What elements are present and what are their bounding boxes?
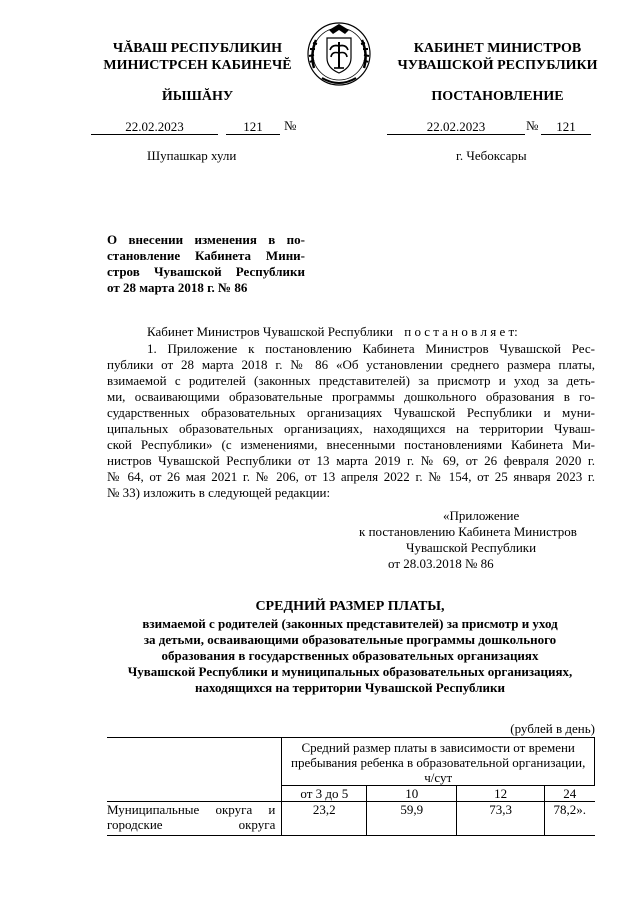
header-right-title: ПОСТАНОВЛЕНИЕ <box>431 89 564 104</box>
appendix-ref-line: от 28.03.2018 № 86 <box>388 556 494 571</box>
table-col-header: 12 <box>457 786 545 802</box>
appendix-reference <box>330 508 594 572</box>
appendix-title-sub <box>90 616 610 696</box>
subject-block <box>107 232 305 296</box>
subject-line: О внесении изменения в по- <box>107 232 305 247</box>
table-row <box>107 802 595 836</box>
subject-line: от 28 марта 2018 г. № 86 <box>107 280 248 295</box>
main-paragraph <box>107 341 595 501</box>
appendix-title-line: взимаемой с родителей (законных представителей) за присмотр и уход <box>142 616 558 631</box>
left-date: 22.02.2023 <box>91 119 218 135</box>
header-right-line2: ЧУВАШСКОЙ РЕСПУБЛИКИ <box>397 58 598 73</box>
appendix-title-line: находящихся на территории Чувашской Республики <box>195 680 505 695</box>
paragraph-line: ми, осваивающими образовательные программы дошкольного образования в го- <box>107 389 595 404</box>
payment-table <box>107 737 595 836</box>
right-number-sign: № <box>526 118 539 133</box>
table-col-header: 24 <box>545 786 595 802</box>
left-city: Шупашкар хули <box>147 148 237 163</box>
preamble-text: Кабинет Министров Чувашской Республики <box>147 324 393 339</box>
table-header-group: Средний размер платы в зависимости от времени пребывания ребенка в образовательной организации, ч/сут <box>282 738 595 786</box>
appendix-title-line: за детьми, осваивающими образовательные программы дошкольного <box>143 632 557 647</box>
subject-line: стров Чувашской Республики <box>107 264 305 279</box>
preamble-verb: п о с т а н о в л я е т: <box>404 324 518 339</box>
paragraph-line: взимаемой с родителей (законных представителей) за присмотр и уход за деть- <box>107 373 595 388</box>
header-right-org <box>385 40 610 74</box>
table-cell: 59,9 <box>367 802 457 836</box>
table-cell: 23,2 <box>282 802 367 836</box>
appendix-ref-line: Чувашской Республики <box>406 540 537 555</box>
paragraph-line-last: № 33) изложить в следующей редакции: <box>107 485 331 500</box>
paragraph-line: сударственных образовательных организациях Чувашской Республики и муни- <box>107 405 595 420</box>
table-corner-cell <box>107 738 282 802</box>
table-col-header: от 3 до 5 <box>282 786 367 802</box>
appendix-ref-line: к постановлению Кабинета Министров <box>359 524 577 539</box>
table-unit: (рублей в день) <box>510 721 595 736</box>
paragraph-line: публики от 28 марта 2018 г. № 86 «Об установлении среднего размера платы, <box>107 357 595 372</box>
table-header-group-row <box>107 738 595 786</box>
coat-of-arms-emblem <box>296 18 382 92</box>
header-left-line1: ЧĂВАШ РЕСПУБЛИКИН <box>112 41 283 56</box>
right-date: 22.02.2023 <box>387 119 525 135</box>
table-col-header: 10 <box>367 786 457 802</box>
header-left-org <box>80 40 315 74</box>
appendix-title-line: Чувашской Республики и муниципальных образовательных организациях, <box>127 664 573 679</box>
right-number: 121 <box>541 119 591 135</box>
left-number-sign: № <box>284 118 297 133</box>
appendix-title-line: образования в государственных образовательных организациях <box>161 648 539 663</box>
paragraph-line: ципальных образовательных организациях, находящихся на территории Чуваш- <box>107 421 595 436</box>
table-row-label: Муниципальные округа и городские округа <box>107 802 282 836</box>
left-number: 121 <box>226 119 280 135</box>
paragraph-line: ской Республики» (с изменениями, внесенными постановлениями Кабинета Ми- <box>107 437 595 452</box>
preamble <box>147 324 518 340</box>
header-right-line1: КАБИНЕТ МИНИСТРОВ <box>413 41 582 56</box>
subject-line: становление Кабинета Мини- <box>107 248 305 263</box>
header-left-title: ЙЫШĂНУ <box>161 89 234 104</box>
paragraph-line: нистров Чувашской Республики от 13 марта 2019 г. № 69, от 26 февраля 2020 г. <box>107 453 595 468</box>
table-cell: 78,2». <box>545 802 595 836</box>
paragraph-line: № 64, от 26 мая 2021 г. № 206, от 13 апреля 2022 г. № 154, от 25 января 2023 г. <box>107 469 595 484</box>
right-city: г. Чебоксары <box>456 148 527 163</box>
appendix-ref-line: «Приложение <box>443 508 520 523</box>
paragraph-line: 1. Приложение к постановлению Кабинета Министров Чувашской Рес- <box>147 341 595 356</box>
table-cell: 73,3 <box>457 802 545 836</box>
appendix-title-main: СРЕДНИЙ РАЗМЕР ПЛАТЫ, <box>255 599 445 614</box>
header-left-line2: МИНИСТРСЕН КАБИНЕЧĔ <box>103 58 292 73</box>
